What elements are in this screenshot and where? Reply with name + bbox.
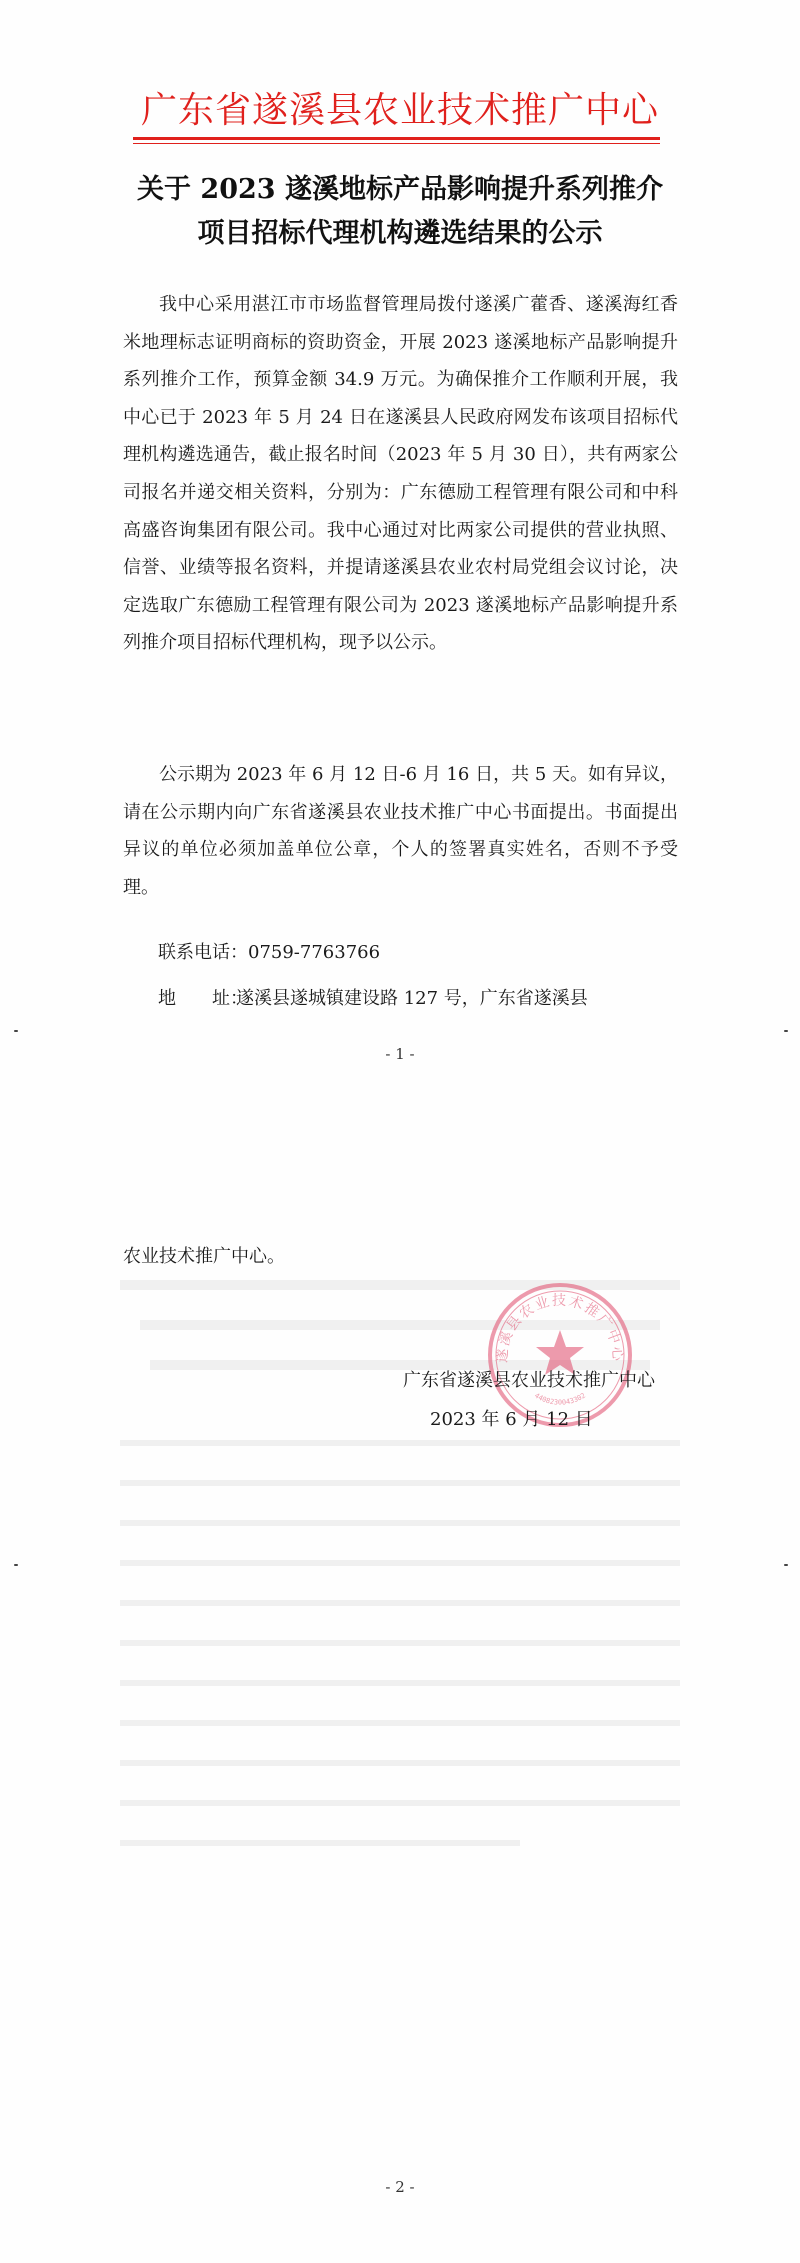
document-title	[100, 168, 700, 256]
page-number-2: - 2 -	[385, 2178, 415, 2196]
title-line-2: 项目招标代理机构遴选结果的公示	[197, 218, 603, 249]
title-line-1: 关于 2023 遂溪地标产品影响提升系列推介	[137, 174, 663, 205]
scan-mark	[14, 1564, 18, 1566]
contact-phone-line	[158, 938, 380, 964]
scan-mark	[784, 1030, 788, 1032]
letterhead-title: 广东省遂溪县农业技术推广中心	[140, 90, 659, 131]
address-value: 遂溪县遂城镇建设路 127 号，广东省遂溪县	[236, 988, 588, 1009]
address-line	[158, 984, 588, 1010]
address-continuation: 农业技术推广中心。	[123, 1246, 285, 1267]
bleed-through-texture	[0, 1240, 800, 1880]
letterhead-rule-thin	[133, 143, 660, 144]
signature-organization: 广东省遂溪县农业技术推广中心	[403, 1370, 655, 1391]
page-one	[0, 0, 800, 1095]
scan-mark	[14, 1030, 18, 1032]
body-paragraph-2: 公示期为 2023 年 6 月 12 日-6 月 16 日，共 5 天。如有异议，请在公示期内向广东省遂溪县农业技术推广中心书面提出。书面提出异议的单位必须加盖单位公章，个人的签署真实姓名，否则不予受理。	[123, 764, 678, 898]
scan-mark	[784, 1564, 788, 1566]
page-number-1: - 1 -	[385, 1045, 415, 1063]
phone-label: 联系电话：	[158, 942, 248, 963]
letterhead-rule	[133, 137, 660, 140]
seal-text: 遂溪县农业技术推广中心	[494, 1293, 626, 1364]
phone-value: 0759-7763766	[248, 942, 381, 963]
body-paragraph-1: 我中心采用湛江市市场监督管理局拨付遂溪广藿香、遂溪海红香米地理标志证明商标的资助资金，开展 2023 遂溪地标产品影响提升系列推介工作，预算金额 34.9 万元。为确保推介工作顺利开展，我中心已于 2023 年 5 月 24 日在遂溪县人民政府网发布该项目招标代理机构遴选通告，截止报名时间（2023 年 5 月 30 日），共有两家公司报名并递交相关资料，分别为：广东德励工程管理有限公司和中科高盛咨询集团有限公司。我中心通过对比两家公司提供的营业执照、信誉、业绩等报名资料，并提请遂溪县农业农村局党组会议讨论，决定选取广东德励工程管理有限公司为 2023 遂溪地标产品影响提升系列推介项目招标代理机构，现予以公示。	[123, 294, 678, 654]
seal-code: 4408230043302	[533, 1391, 587, 1407]
address-label: 地 址：	[158, 988, 248, 1009]
signature-date: 2023 年 6 月 12 日	[430, 1409, 593, 1430]
